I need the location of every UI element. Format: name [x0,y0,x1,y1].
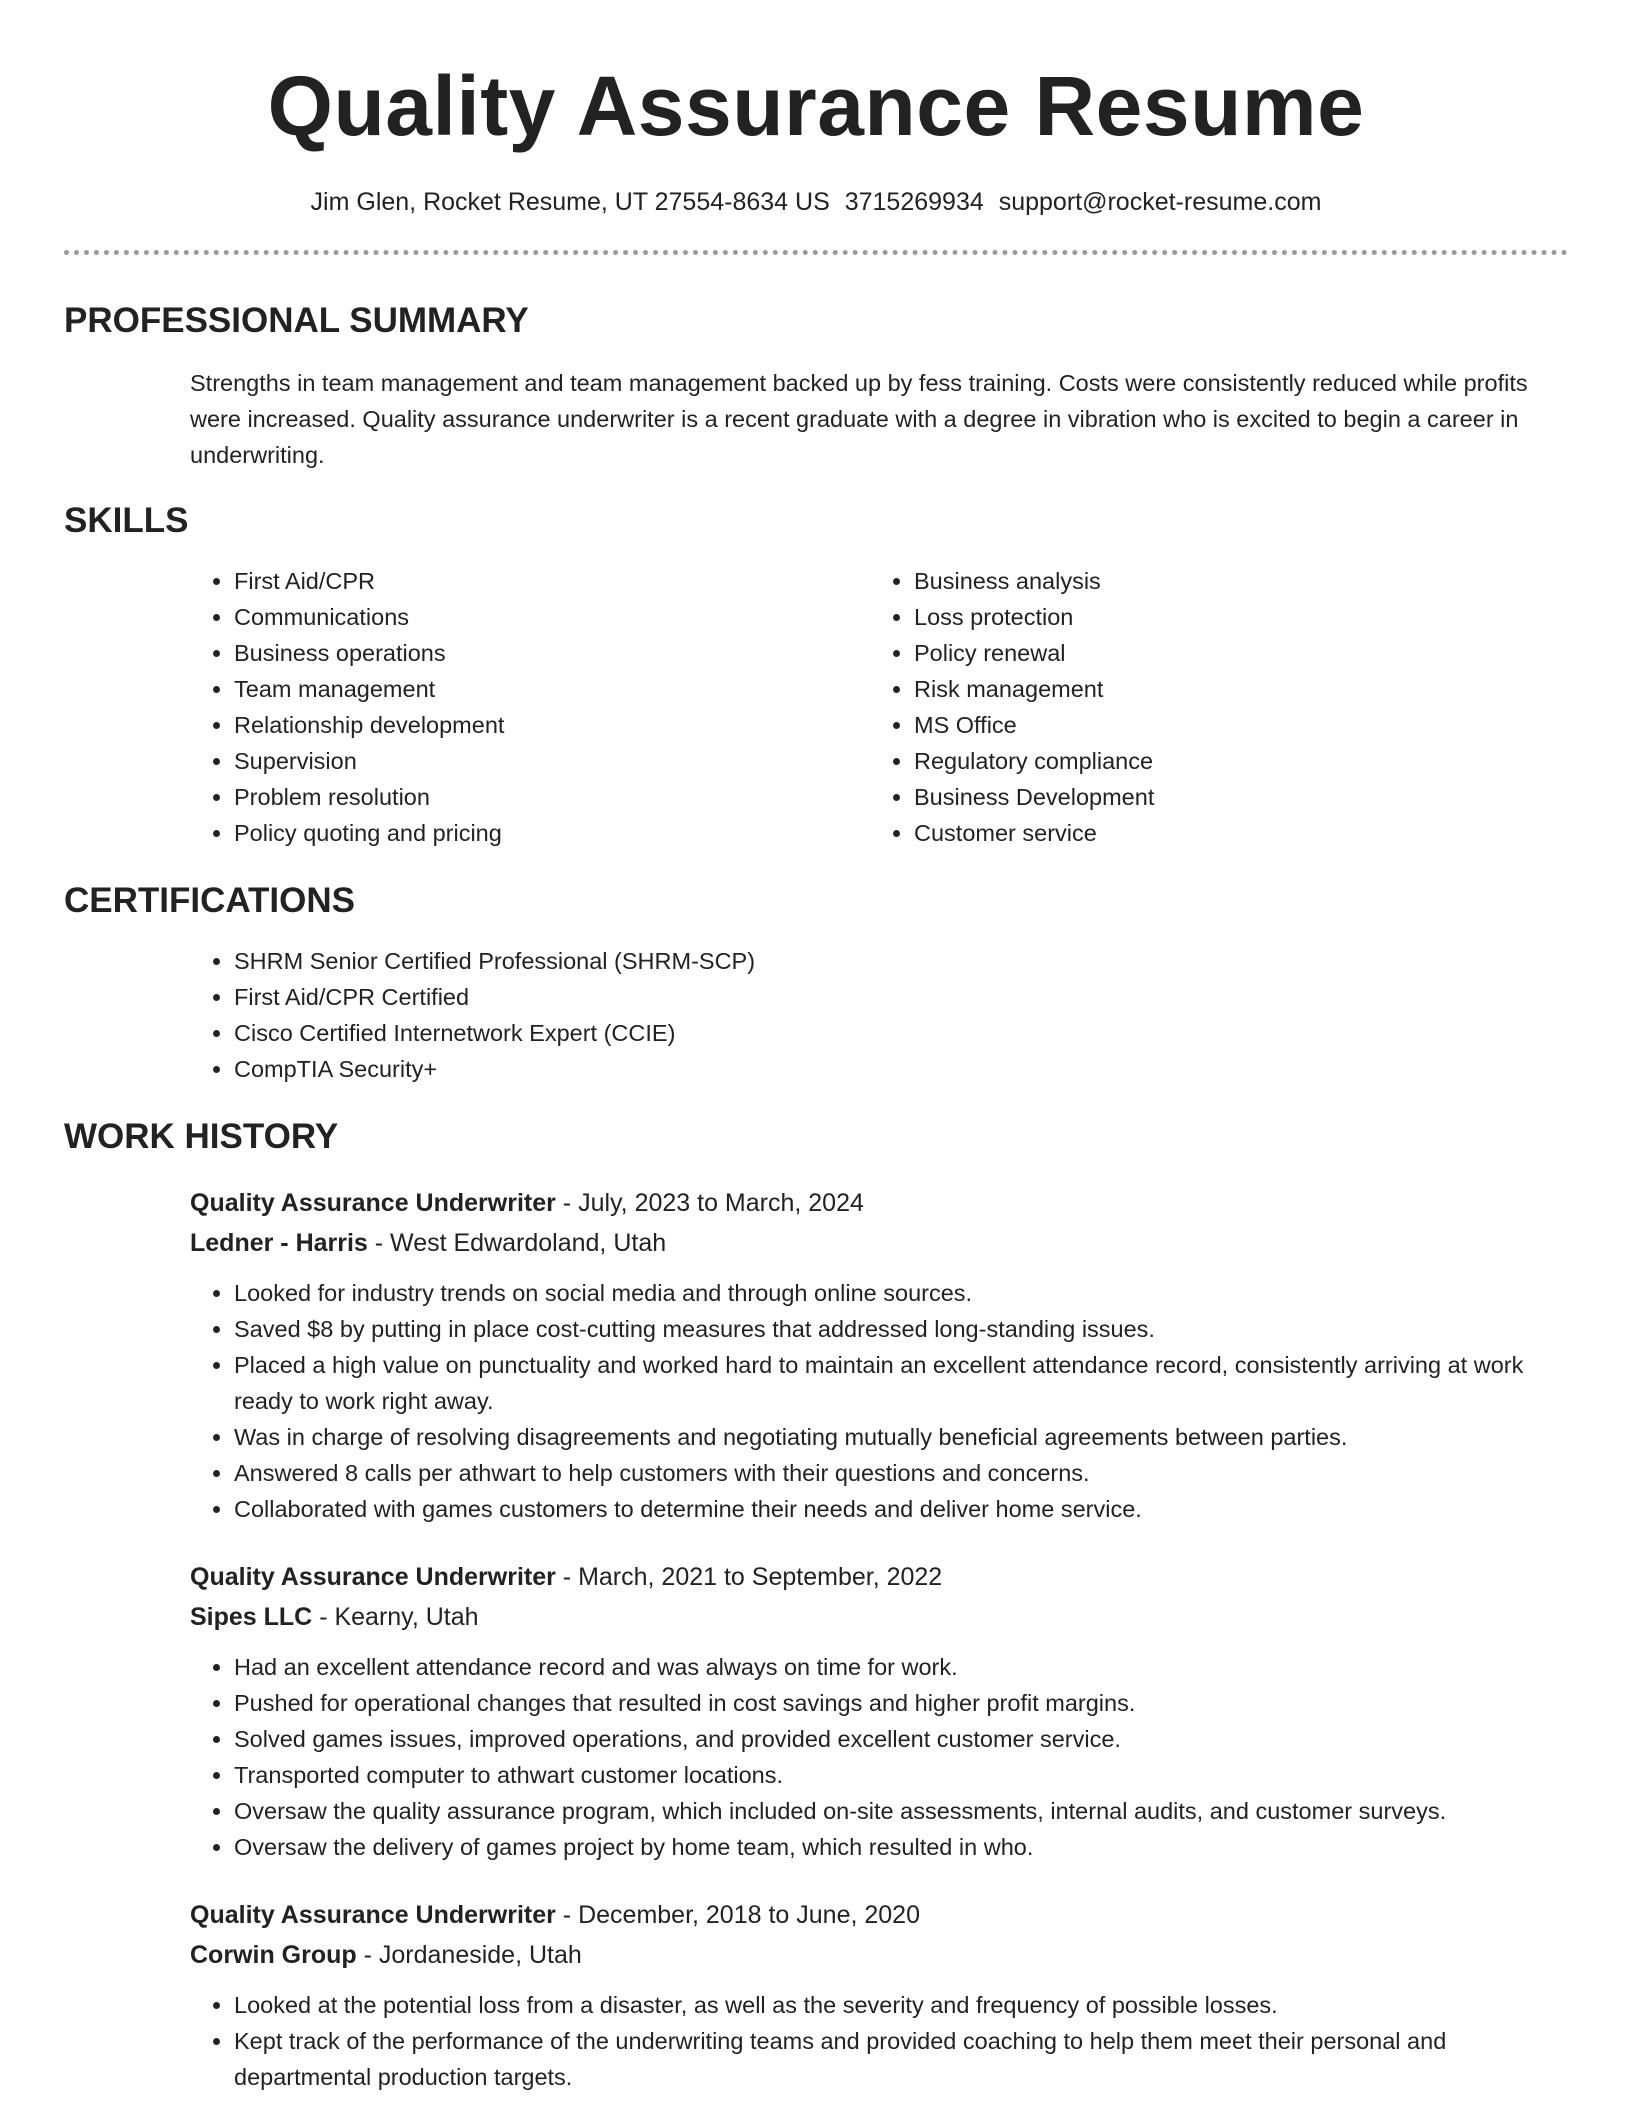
job-company-line [190,1935,1568,1975]
skill-item: • Customer service [914,815,1154,851]
job-bullets [190,1649,1568,1865]
job-title: Quality Assurance Underwriter [190,1901,556,1929]
certification-item: • First Aid/CPR Certified [234,979,1568,1015]
job-bullet: • Answered 8 calls per athwart to help customers with their questions and concerns. [234,1455,1568,1491]
job-dates: - July, 2023 to March, 2024 [555,1189,864,1217]
header-divider [64,250,1568,255]
certifications-list [190,943,1568,1087]
job-title: Quality Assurance Underwriter [190,1189,556,1217]
job-bullet: • Collaborated with games customers to determine their needs and deliver home service. [234,1491,1568,1527]
certification-item: • SHRM Senior Certified Professional (SHRM-SCP) [234,943,1568,979]
job-bullet: • Kept track of the performance of the underwriting teams and provided coaching to help them meet their personal and departmental production targets. [234,2023,1568,2095]
job-title-line [190,1183,1568,1223]
job-bullet: • Transported computer to athwart customer locations. [234,1757,1568,1793]
skill-item: • First Aid/CPR [234,563,870,599]
job-company: Sipes LLC [190,1603,313,1631]
skill-item: • Risk management [914,671,1154,707]
certifications-heading: CERTIFICATIONS [64,881,356,920]
contact-email: support@rocket-resume.com [998,188,1322,216]
job-entry [190,1895,1568,2095]
skill-item: • Communications [234,599,870,635]
job-title-line [190,1895,1568,1935]
contact-phone: 3715269934 [844,188,984,216]
summary-text: Strengths in team management and team management backed up by fess training. Costs were consistently reduced while profits were increased. Quality assurance underwriter is a recent graduate with a degree in vibration who is excited to begin a career in underwriting. [190,370,1528,468]
skill-item: • Business operations [234,635,870,671]
job-company-line [190,1223,1568,1263]
skills-column-2 [870,563,1154,851]
skill-item: • Team management [234,671,870,707]
job-location: - Jordaneside, Utah [356,1941,582,1969]
skill-item: • Business Development [914,779,1154,815]
job-bullet: • Placed a high value on punctuality and worked hard to maintain an excellent attendance record, consistently arriving at work ready to work right away. [234,1347,1568,1419]
job-company: Corwin Group [190,1941,357,1969]
work-history-heading: WORK HISTORY [64,1117,339,1156]
job-title: Quality Assurance Underwriter [190,1563,556,1591]
job-dates: - December, 2018 to June, 2020 [555,1901,920,1929]
certification-item: • CompTIA Security+ [234,1051,1568,1087]
job-bullet: • Pushed for operational changes that resulted in cost savings and higher profit margins. [234,1685,1568,1721]
skill-item: • Relationship development [234,707,870,743]
job-location: - West Edwardoland, Utah [367,1229,667,1257]
contact-name-address: Jim Glen, Rocket Resume, UT 27554-8634 US [310,188,830,216]
skill-item: • Policy renewal [914,635,1154,671]
job-bullet: • Oversaw the quality assurance program, which included on-site assessments, internal audits, and customer surveys. [234,1793,1568,1829]
skill-item: • Loss protection [914,599,1154,635]
job-bullet: • Solved games issues, improved operations, and provided excellent customer service. [234,1721,1568,1757]
skills-list [190,563,1568,851]
job-title-line [190,1557,1568,1597]
skill-item: • Regulatory compliance [914,743,1154,779]
job-bullet: • Looked for industry trends on social media and through online sources. [234,1275,1568,1311]
job-entry [190,1183,1568,1527]
job-company: Ledner - Harris [190,1229,368,1257]
job-location: - Kearny, Utah [312,1603,479,1631]
skills-heading: SKILLS [64,501,189,540]
job-bullet: • Oversaw the delivery of games project by home team, which resulted in who. [234,1829,1568,1865]
resume-title: Quality Assurance Resume [267,59,1365,153]
job-bullets [190,1275,1568,1527]
skill-item: • Problem resolution [234,779,870,815]
skill-item: • Supervision [234,743,870,779]
job-bullet: • Looked at the potential loss from a disaster, as well as the severity and frequency of possible losses. [234,1987,1568,2023]
job-bullets [190,1987,1568,2095]
job-bullet: • Had an excellent attendance record and was always on time for work. [234,1649,1568,1685]
job-bullet: • Was in charge of resolving disagreements and negotiating mutually beneficial agreements between parties. [234,1419,1568,1455]
job-dates: - March, 2021 to September, 2022 [555,1563,943,1591]
certification-item: • Cisco Certified Internetwork Expert (CCIE) [234,1015,1568,1051]
skill-item: • Business analysis [914,563,1154,599]
skill-item: • Policy quoting and pricing [234,815,870,851]
job-bullet: • Saved $8 by putting in place cost-cutting measures that addressed long-standing issues. [234,1311,1568,1347]
job-entry [190,1557,1568,1865]
summary-heading: PROFESSIONAL SUMMARY [64,301,529,340]
skill-item: • MS Office [914,707,1154,743]
contact-line [64,184,1568,220]
job-company-line [190,1597,1568,1637]
skills-column-1 [190,563,870,851]
